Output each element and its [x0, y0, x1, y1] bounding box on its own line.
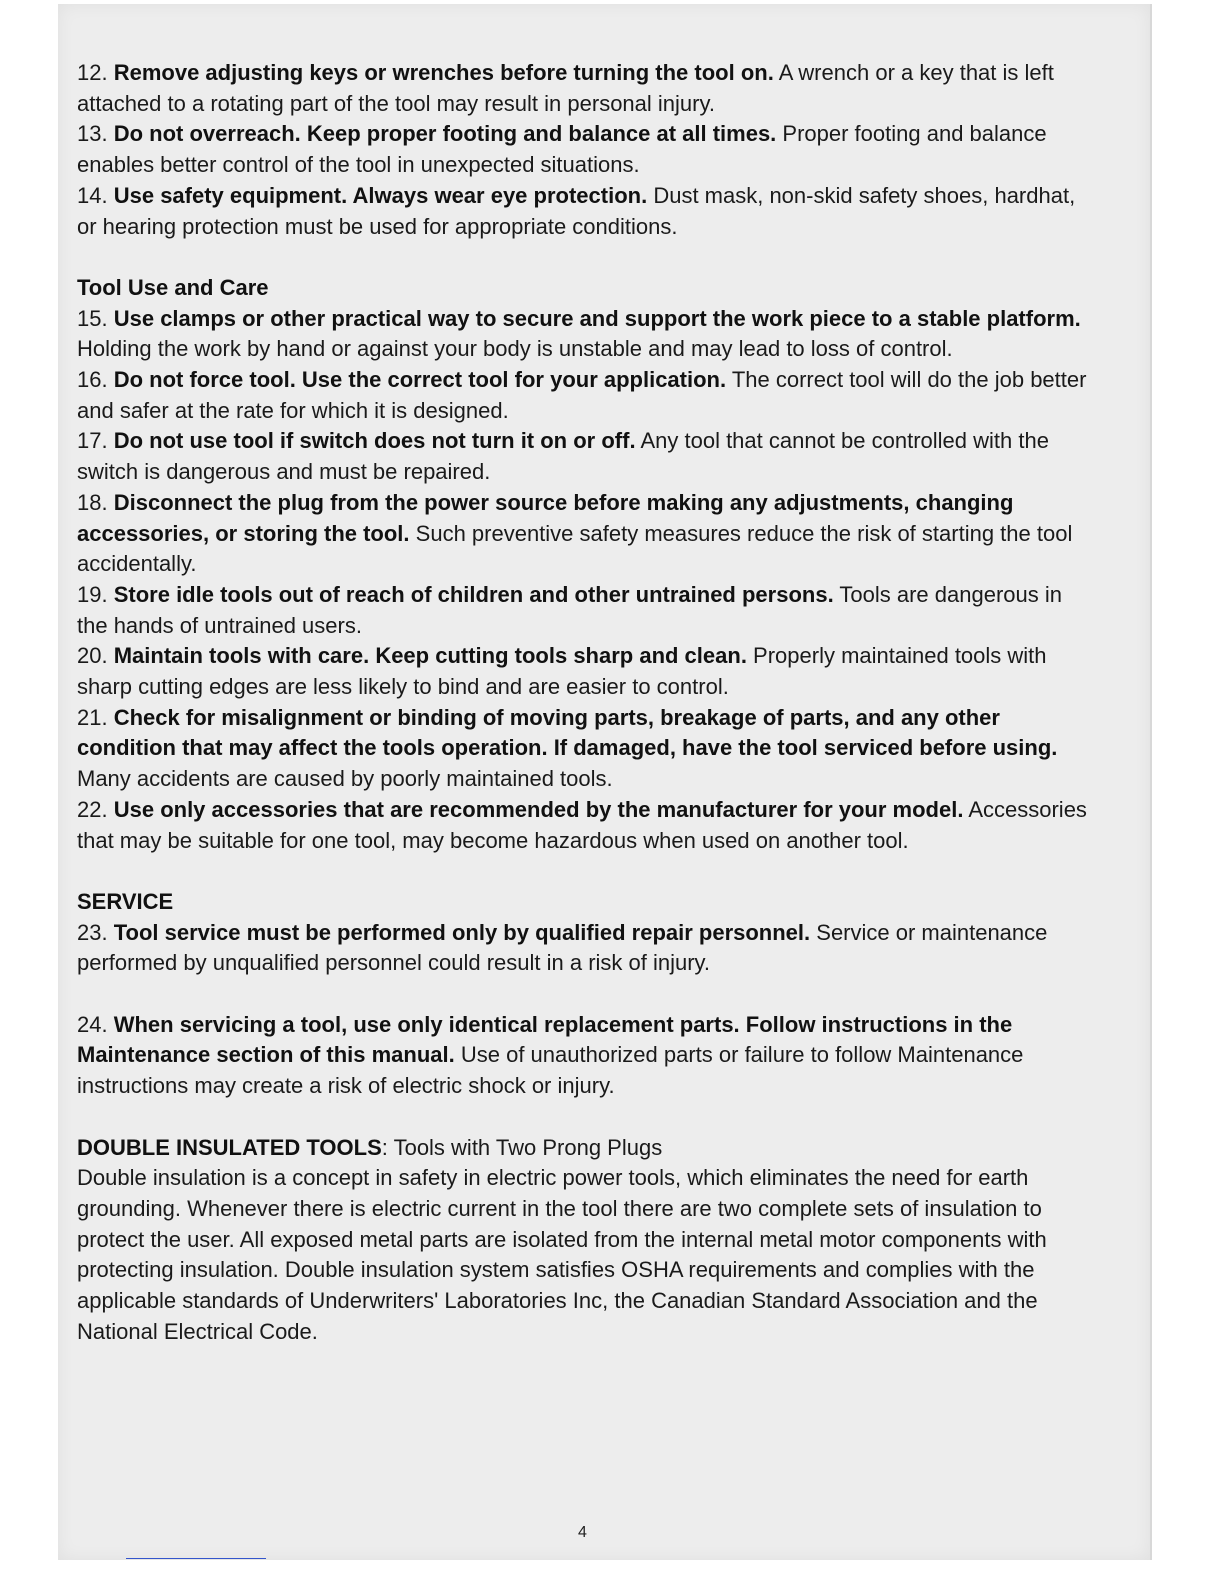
item-emphasis: Do not use tool if switch does not turn it on or off. — [113, 428, 636, 454]
item-number: 21. — [77, 704, 108, 730]
safety-item-19 — [77, 580, 1087, 641]
item-emphasis: Use clamps or other practical way to secure and support the work piece to a stable platform. — [113, 305, 1081, 331]
document-body — [77, 58, 1087, 1347]
item-emphasis: Do not force tool. Use the correct tool for your application. — [113, 367, 727, 393]
item-text: Properly maintained tools with sharp cutting edges are less likely to bind and are easier to control. — [77, 643, 1047, 700]
safety-item-24 — [77, 1010, 1087, 1102]
item-text: Any tool that cannot be controlled with the switch is dangerous and must be repaired. — [77, 428, 1049, 485]
spacer — [77, 856, 1087, 887]
item-emphasis: When servicing a tool, use only identical replacement parts. Follow instructions in the Maintenance section of this manual. — [77, 1011, 1013, 1068]
safety-item-17 — [77, 426, 1087, 487]
item-emphasis: Maintain tools with care. Keep cutting tools sharp and clean. — [113, 643, 747, 669]
page-number: 4 — [578, 1524, 587, 1541]
safety-item-18 — [77, 488, 1087, 580]
service-heading: SERVICE — [77, 888, 174, 914]
item-emphasis: Remove adjusting keys or wrenches before turning the tool on. — [113, 60, 774, 85]
item-emphasis: Use only accessories that are recommended by the manufacturer for your model. — [113, 796, 964, 822]
item-number: 14. — [77, 182, 108, 208]
item-text: Service or maintenance performed by unqualified personnel could result in a risk of injury. — [77, 919, 1048, 976]
item-emphasis: Do not overreach. Keep proper footing and balance at all times. — [113, 121, 777, 147]
spacer — [77, 979, 1087, 1010]
item-text: Accessories that may be suitable for one tool, may become hazardous when used on another tool. — [77, 796, 1087, 853]
safety-item-20 — [77, 641, 1087, 702]
item-number: 16. — [77, 367, 108, 393]
safety-item-22 — [77, 795, 1087, 856]
item-text: The correct tool will do the job better and safer at the rate for which it is designed. — [77, 367, 1087, 423]
item-emphasis: Check for misalignment or binding of moving parts, breakage of parts, and any other condition that may affect the tools operation. If damaged, have the tool serviced before using. — [77, 704, 1058, 761]
safety-item-21 — [77, 703, 1087, 795]
item-number: 20. — [77, 643, 108, 669]
item-number: 12. — [77, 60, 108, 85]
tool-use-heading: Tool Use and Care — [77, 274, 269, 300]
item-text: Such preventive safety measures reduce the risk of starting the tool accidentally. — [77, 520, 1073, 577]
item-number: 22. — [77, 796, 108, 822]
item-text: A wrench or a key that is left attached to a rotating part of the tool may result in personal injury. — [77, 60, 1054, 116]
item-number: 19. — [77, 581, 108, 607]
double-insulated-subtitle: : Tools with Two Prong Plugs — [381, 1134, 663, 1160]
safety-item-14 — [77, 181, 1087, 242]
double-insulated-body: Double insulation is a concept in safety in electric power tools, which eliminates the need for earth grounding. Whenever there is electric current in the tool there are two complete sets of insulation to protect the user. All exposed metal parts are isolated from the internal metal motor components with protecting insulation. Double insulation system satisfies OSHA requirements and complies with the applicable standards of Underwriters' Laboratories Inc, the Canadian Standard Association and the National Electrical Code. — [77, 1165, 1047, 1344]
item-text: Use of unauthorized parts or failure to follow Maintenance instructions may create a risk of electric shock or injury. — [77, 1042, 1024, 1099]
item-emphasis: Store idle tools out of reach of children and other untrained persons. — [113, 581, 834, 607]
item-emphasis: Tool service must be performed only by qualified repair personnel. — [113, 919, 811, 945]
footer-rule — [126, 1558, 266, 1559]
safety-item-15 — [77, 304, 1087, 365]
item-emphasis: Disconnect the plug from the power source before making any adjustments, changing accessories, or storing the tool. — [77, 489, 1014, 546]
spacer — [77, 242, 1087, 273]
double-insulated-title — [77, 1133, 1087, 1164]
item-text: Many accidents are caused by poorly maintained tools. — [77, 766, 613, 792]
safety-item-23 — [77, 918, 1087, 979]
double-insulated-heading: DOUBLE INSULATED TOOLS — [77, 1134, 382, 1160]
item-number: 13. — [77, 121, 108, 147]
item-text: Holding the work by hand or against your body is unstable and may lead to loss of control. — [77, 336, 953, 362]
safety-item-12 — [77, 58, 1087, 119]
spacer — [77, 1102, 1087, 1133]
item-emphasis: Use safety equipment. Always wear eye protection. — [113, 182, 648, 208]
item-number: 24. — [77, 1011, 108, 1037]
item-number: 17. — [77, 428, 108, 454]
item-text: Proper footing and balance enables better control of the tool in unexpected situations. — [77, 121, 1047, 178]
item-number: 18. — [77, 489, 108, 515]
item-text: Dust mask, non-skid safety shoes, hardhat, or hearing protection must be used for appropriate conditions. — [77, 182, 1076, 239]
item-number: 23. — [77, 919, 108, 945]
item-number: 15. — [77, 305, 108, 331]
safety-item-13 — [77, 119, 1087, 180]
item-text: Tools are dangerous in the hands of untrained users. — [77, 581, 1062, 638]
safety-item-16 — [77, 365, 1087, 426]
